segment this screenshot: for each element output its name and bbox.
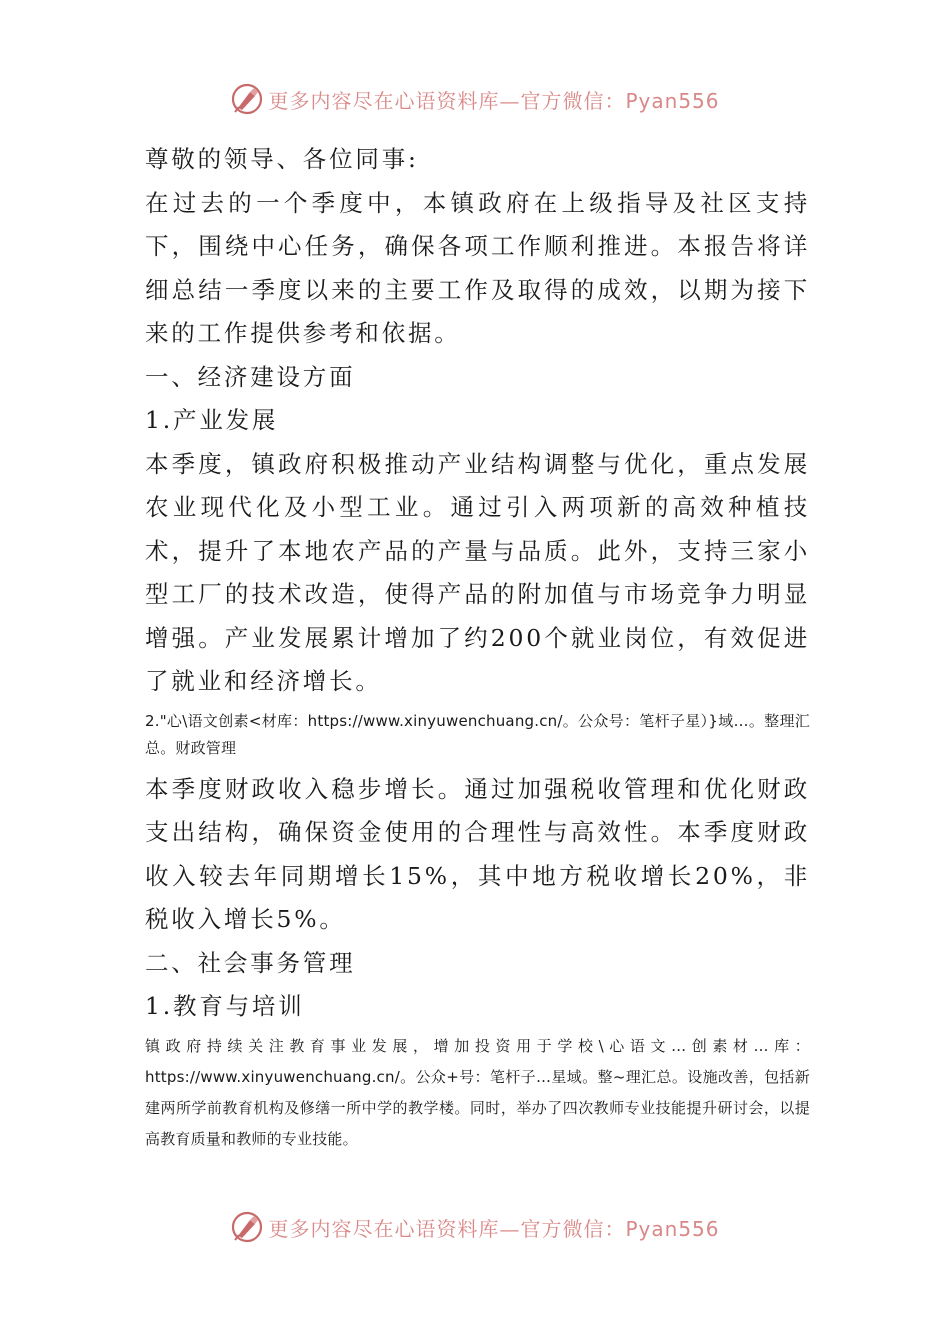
section-1-subheading-1: 1.产业发展: [145, 406, 279, 434]
section-2-heading: 二、社会事务管理: [145, 948, 356, 977]
header-banner-text: 更多内容尽在心语资料库—官方微信：Pyan556: [268, 88, 720, 113]
section-2-paragraph-1: 镇政府持续关注教育事业发展，增加投资用于学校\心语文…创素材…库：https://www.xinyuwenchuang.cn/。公众+号：笔杆子…星域。整~理汇总。设施改善，包括新建两所学前教育机构及修缮一所中学的教学楼。同时，举办了四次教师专业技能提升研讨会，以提高教育质量和教师的专业技能。: [145, 1036, 810, 1148]
intro-paragraph: 在过去的一个季度中，本镇政府在上级指导及社区支持下，围绕中心任务，确保各项工作顺利推进。本报告将详细总结一季度以来的主要工作及取得的成效，以期为接下来的工作提供参考和依据。: [145, 188, 810, 347]
greeting: 尊敬的领导、各位同事:: [145, 145, 419, 173]
section-2-subheading-1: 1.教育与培训: [145, 992, 305, 1020]
document-body: [145, 138, 810, 1155]
section-1-paragraph-1: 本季度，镇政府积极推动产业结构调整与优化，重点发展农业现代化及小型工业。通过引入两项新的高效种植技术，提升了本地农产品的产量与品质。此外，支持三家小型工厂的技术改造，使得产品的附加值与市场竞争力明显增强。产业发展累计增加了约200个就业岗位，有效促进了就业和经济增长。: [145, 449, 810, 695]
pen-nib-logo-icon: [230, 1210, 264, 1244]
section-1-heading: 一、经济建设方面: [145, 362, 356, 391]
header-banner: [0, 82, 950, 116]
footer-banner: [0, 1210, 950, 1244]
section-1-subheading-2: 2."心\语文创素<材库：https://www.xinyuwenchuang.cn/。公众号：笔杆子星）}域…。整理汇总。财政管理: [145, 711, 810, 757]
footer-banner-text: 更多内容尽在心语资料库—官方微信：Pyan556: [268, 1216, 720, 1241]
section-1-paragraph-2: 本季度财政收入稳步增长。通过加强税收管理和优化财政支出结构，确保资金使用的合理性与高效性。本季度财政收入较去年同期增长15%，其中地方税收增长20%，非税收入增长5%。: [145, 774, 810, 933]
pen-nib-logo-icon: [230, 82, 264, 116]
